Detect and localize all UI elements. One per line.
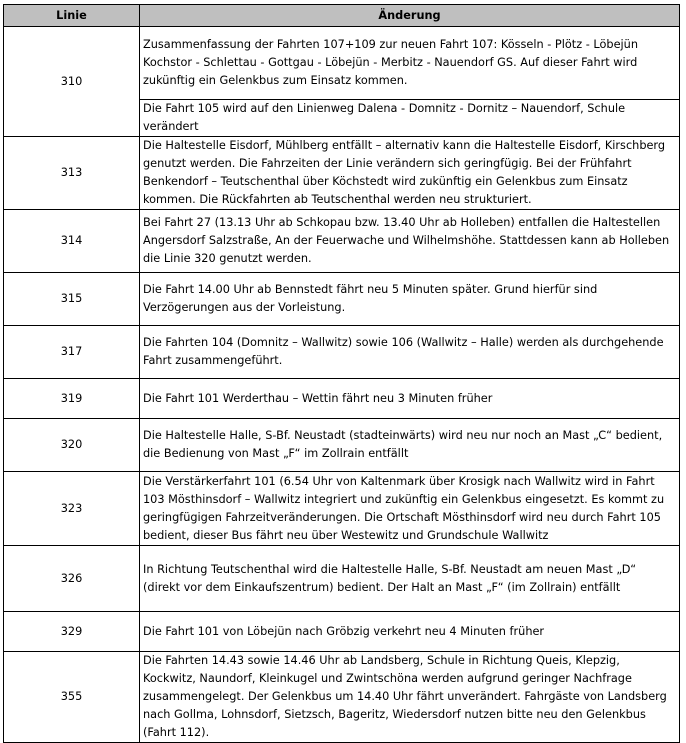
table-row xyxy=(4,652,680,743)
line-number: 310 xyxy=(4,27,140,137)
header-row xyxy=(4,5,680,27)
line-number: 313 xyxy=(4,137,140,210)
change-text: Die Fahrten 14.43 sowie 14.46 Uhr ab Landsberg, Schule in Richtung Queis, Klepzig, Kockwitz, Naundorf, Kleinkugel und Zwintschöna werden aufgrund geringer Nachfrage zusammengelegt. Der Gelenkbus um 14.40 Uhr fährt unverändert. Fahrgäste von Landsberg nach Gollma, Lohnsdorf, Sietzsch, Bageritz, Wiedersdorf nutzen bitte neu den Gelenkbus (Fahrt 112). xyxy=(140,652,680,743)
table-row xyxy=(4,273,680,326)
line-number: 329 xyxy=(4,612,140,652)
table-row xyxy=(4,546,680,612)
line-number: 355 xyxy=(4,652,140,743)
change-text: Bei Fahrt 27 (13.13 Uhr ab Schkopau bzw. 13.40 Uhr ab Holleben) entfallen die Haltestellen Angersdorf Salzstraße, An der Feuerwache und Wilhelmshöhe. Stattdessen kann ab Holleben die Linie 320 genutzt werden. xyxy=(140,210,680,273)
table-row xyxy=(4,27,680,100)
change-text: Die Fahrt 105 wird auf den Linienweg Dalena - Domnitz - Dornitz – Nauendorf, Schule verändert xyxy=(140,100,680,137)
table-row xyxy=(4,379,680,419)
table-row xyxy=(4,419,680,472)
line-number: 314 xyxy=(4,210,140,273)
change-text: Die Haltestelle Halle, S-Bf. Neustadt (stadteinwärts) wird neu nur noch an Mast „C“ bedient, die Bedienung von Mast „F“ im Zollrain entfällt xyxy=(140,419,680,472)
line-number: 319 xyxy=(4,379,140,419)
header-linie: Linie xyxy=(4,5,140,27)
change-text: Zusammenfassung der Fahrten 107+109 zur neuen Fahrt 107: Kösseln - Plötz - Löbejün Kochstor - Schlettau - Gottgau - Löbejün - Merbitz - Nauendorf GS. Auf dieser Fahrt wird zukünftig ein Gelenkbus zum Einsatz kommen. xyxy=(140,27,680,100)
line-number: 317 xyxy=(4,326,140,379)
changes-table xyxy=(3,4,680,743)
line-number: 323 xyxy=(4,472,140,546)
change-text: In Richtung Teutschenthal wird die Haltestelle Halle, S-Bf. Neustadt am neuen Mast „D“ (direkt vor dem Einkaufszentrum) bedient. Der Halt an Mast „F“ (im Zollrain) entfällt xyxy=(140,546,680,612)
change-text: Die Haltestelle Eisdorf, Mühlberg entfällt – alternativ kann die Haltestelle Eisdorf, Kirschberg genutzt werden. Die Fahrzeiten der Linie verändern sich geringfügig. Bei der Frühfahrt Benkendorf – Teutschenthal über Köchstedt wird zukünftig ein Gelenkbus zum Einsatz kommen. Die Rückfahrten ab Teutschenthal werden neu strukturiert. xyxy=(140,137,680,210)
line-number: 326 xyxy=(4,546,140,612)
change-text: Die Fahrt 101 Werderthau – Wettin fährt neu 3 Minuten früher xyxy=(140,379,680,419)
change-text: Die Verstärkerfahrt 101 (6.54 Uhr von Kaltenmark über Krosigk nach Wallwitz wird in Fahrt 103 Mösthinsdorf – Wallwitz integriert und zukünftig ein Gelenkbus eingesetzt. Es kommt zu geringfügigen Fahrzeitveränderungen. Die Ortschaft Mösthinsdorf wird neu durch Fahrt 105 bedient, dieser Bus fährt neu über Westewitz und Grundschule Wallwitz xyxy=(140,472,680,546)
table-row xyxy=(4,210,680,273)
table-row xyxy=(4,472,680,546)
header-aenderung: Änderung xyxy=(140,5,680,27)
change-text: Die Fahrten 104 (Domnitz – Wallwitz) sowie 106 (Wallwitz – Halle) werden als durchgehende Fahrt zusammengeführt. xyxy=(140,326,680,379)
table-row xyxy=(4,612,680,652)
table-row xyxy=(4,326,680,379)
line-number: 320 xyxy=(4,419,140,472)
table-row xyxy=(4,137,680,210)
change-text: Die Fahrt 101 von Löbejün nach Gröbzig verkehrt neu 4 Minuten früher xyxy=(140,612,680,652)
change-text: Die Fahrt 14.00 Uhr ab Bennstedt fährt neu 5 Minuten später. Grund hierfür sind Verzögerungen aus der Vorleistung. xyxy=(140,273,680,326)
line-number: 315 xyxy=(4,273,140,326)
